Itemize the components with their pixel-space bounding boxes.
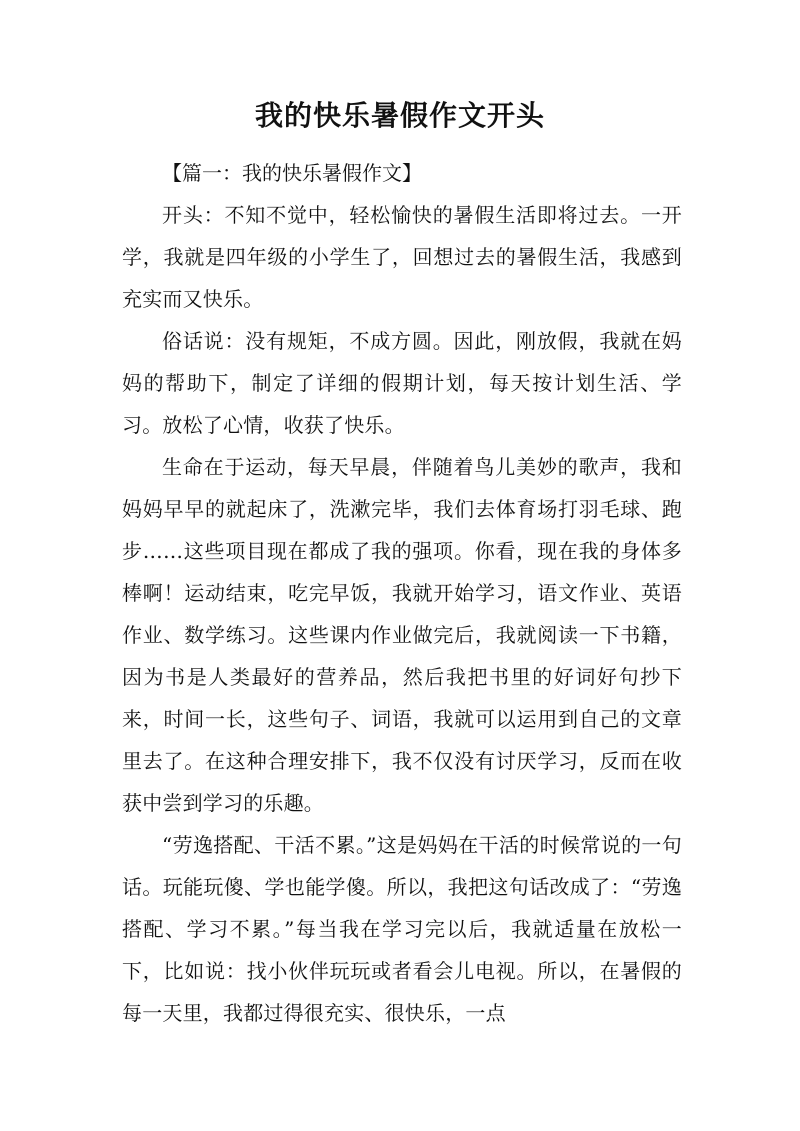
- paragraph-plan: 俗话说：没有规矩，不成方圆。因此，刚放假，我就在妈妈的帮助下，制定了详细的假期计划，每天按计划生活、学习。放松了心情，收获了快乐。: [122, 329, 682, 437]
- section-heading: 【篇一：我的快乐暑假作文】: [162, 161, 422, 185]
- paragraph-balance: “劳逸搭配、干活不累。”这是妈妈在干活的时候常说的一句话。玩能玩傻、学也能学傻。所以，我把这句话改成了：“劳逸搭配、学习不累。”每当我在学习完以后，我就适量在放松一下，比如说：找小伙伴玩玩或者看会儿电视。所以，在暑假的每一天里，我都过得很充实、很快乐，一点: [122, 833, 682, 1025]
- document-body: [122, 152, 682, 1034]
- paragraph-exercise-study: 生命在于运动，每天早晨，伴随着鸟儿美妙的歌声，我和妈妈早早的就起床了，洗漱完毕，我们去体育场打羽毛球、跑步……这些项目现在都成了我的强项。你看，现在我的身体多棒啊！运动结束，吃完早饭，我就开始学习，语文作业、英语作业、数学练习。这些课内作业做完后，我就阅读一下书籍，因为书是人类最好的营养品，然后我把书里的好词好句抄下来，时间一长，这些句子、词语，我就可以运用到自己的文章里去了。在这种合理安排下，我不仅没有讨厌学习，反而在收获中尝到学习的乐趣。: [122, 455, 682, 815]
- paragraph-opening: 开头：不知不觉中，轻松愉快的暑假生活即将过去。一开学，我就是四年级的小学生了，回想过去的暑假生活，我感到充实而又快乐。: [122, 203, 682, 311]
- document-title: 我的快乐暑假作文开头: [254, 99, 545, 132]
